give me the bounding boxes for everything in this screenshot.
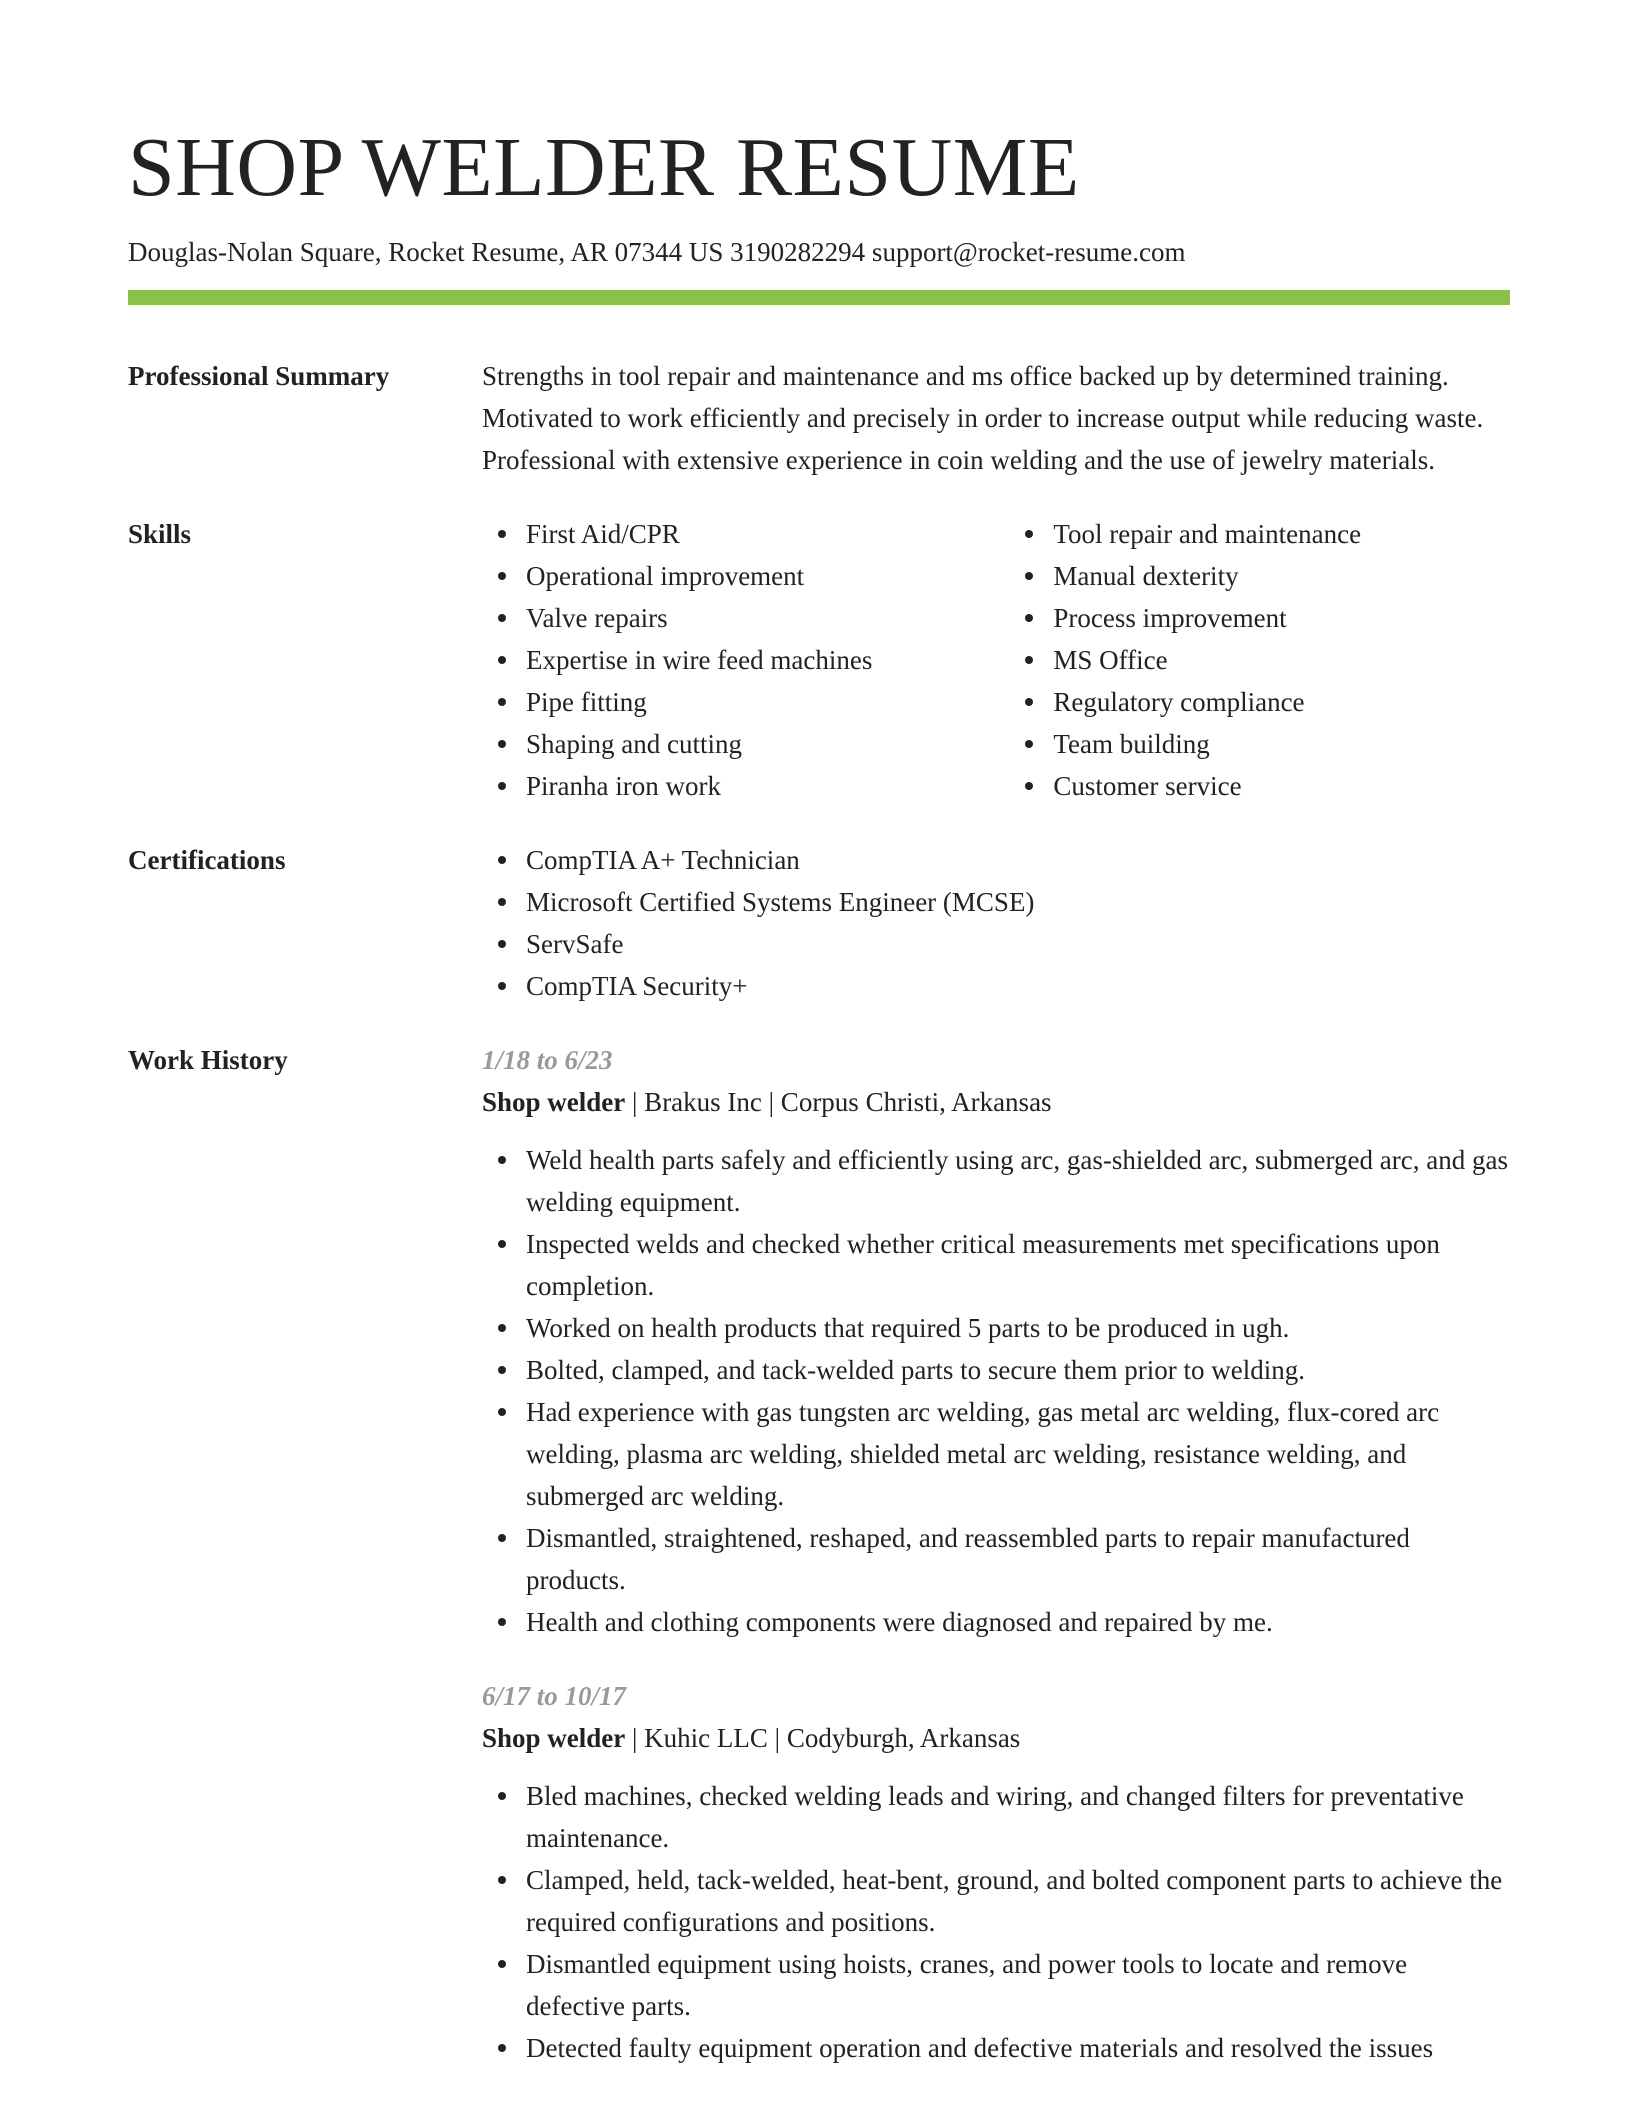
job-entry bbox=[482, 1675, 1510, 2069]
list-item: Piranha iron work bbox=[526, 765, 1009, 807]
list-item: Team building bbox=[1053, 723, 1510, 765]
list-item: Worked on health products that required 5 parts to be produced in ugh. bbox=[526, 1307, 1510, 1349]
job-dates: 1/18 to 6/23 bbox=[482, 1045, 613, 1075]
list-item: Had experience with gas tungsten arc welding, gas metal arc welding, flux-cored arc welding, plasma arc welding, shielded metal arc welding, resistance welding, and submerged arc welding. bbox=[526, 1391, 1510, 1517]
list-item: CompTIA Security+ bbox=[526, 965, 1510, 1007]
certifications-body bbox=[482, 839, 1510, 1007]
resume-page bbox=[128, 118, 1510, 2069]
list-item: Process improvement bbox=[1053, 597, 1510, 639]
work-history-body bbox=[482, 1039, 1510, 2069]
list-item: Regulatory compliance bbox=[1053, 681, 1510, 723]
job-entry bbox=[482, 1039, 1510, 1643]
accent-divider bbox=[128, 290, 1510, 305]
job-heading bbox=[482, 1717, 1510, 1759]
skills-list-left bbox=[482, 513, 1009, 807]
work-history-section bbox=[128, 1039, 1510, 2069]
job-details: | Kuhic LLC | Codyburgh, Arkansas bbox=[625, 1723, 1021, 1753]
certifications-section bbox=[128, 839, 1510, 1007]
certifications-list bbox=[482, 839, 1510, 1007]
list-item: Shaping and cutting bbox=[526, 723, 1009, 765]
skills-list-right bbox=[1009, 513, 1510, 807]
job-details: | Brakus Inc | Corpus Christi, Arkansas bbox=[625, 1087, 1052, 1117]
job-bullets bbox=[482, 1139, 1510, 1643]
list-item: Pipe fitting bbox=[526, 681, 1009, 723]
list-item: Inspected welds and checked whether critical measurements met specifications upon completion. bbox=[526, 1223, 1510, 1307]
section-label-work-history: Work History bbox=[128, 1045, 288, 1075]
list-item: Bled machines, checked welding leads and wiring, and changed filters for preventative maintenance. bbox=[526, 1775, 1510, 1859]
list-item: Clamped, held, tack-welded, heat-bent, ground, and bolted component parts to achieve the required configurations and positions. bbox=[526, 1859, 1510, 1943]
list-item: Customer service bbox=[1053, 765, 1510, 807]
section-label-skills: Skills bbox=[128, 519, 192, 549]
list-item: Weld health parts safely and efficiently using arc, gas-shielded arc, submerged arc, and gas welding equipment. bbox=[526, 1139, 1510, 1223]
list-item: First Aid/CPR bbox=[526, 513, 1009, 555]
resume-title: SHOP WELDER RESUME bbox=[128, 121, 1080, 214]
list-item: Valve repairs bbox=[526, 597, 1009, 639]
list-item: Manual dexterity bbox=[1053, 555, 1510, 597]
list-item: Microsoft Certified Systems Engineer (MCSE) bbox=[526, 881, 1510, 923]
list-item: ServSafe bbox=[526, 923, 1510, 965]
summary-section bbox=[128, 355, 1510, 481]
list-item: Detected faulty equipment operation and defective materials and resolved the issues bbox=[526, 2027, 1510, 2069]
list-item: Dismantled, straightened, reshaped, and reassembled parts to repair manufactured products. bbox=[526, 1517, 1510, 1601]
list-item: Operational improvement bbox=[526, 555, 1009, 597]
list-item: Bolted, clamped, and tack-welded parts to secure them prior to welding. bbox=[526, 1349, 1510, 1391]
summary-text: Strengths in tool repair and maintenance and ms office backed up by determined training. Motivated to work efficiently and precisely in order to increase output while reducing waste. Professional with extensive experience in coin welding and the use of jewelry materials. bbox=[482, 361, 1484, 475]
list-item: Dismantled equipment using hoists, cranes, and power tools to locate and remove defective parts. bbox=[526, 1943, 1510, 2027]
list-item: Tool repair and maintenance bbox=[1053, 513, 1510, 555]
list-item: Health and clothing components were diagnosed and repaired by me. bbox=[526, 1601, 1510, 1643]
skills-columns bbox=[482, 513, 1510, 807]
job-role: Shop welder bbox=[482, 1723, 626, 1753]
section-label-certifications: Certifications bbox=[128, 845, 286, 875]
list-item: CompTIA A+ Technician bbox=[526, 839, 1510, 881]
list-item: MS Office bbox=[1053, 639, 1510, 681]
job-bullets bbox=[482, 1775, 1510, 2069]
list-item: Expertise in wire feed machines bbox=[526, 639, 1009, 681]
job-heading bbox=[482, 1081, 1510, 1123]
skills-section bbox=[128, 513, 1510, 807]
job-role: Shop welder bbox=[482, 1087, 626, 1117]
contact-line: Douglas-Nolan Square, Rocket Resume, AR 07344 US 3190282294 support@rocket-resume.com bbox=[128, 237, 1186, 267]
section-label-summary: Professional Summary bbox=[128, 361, 390, 391]
job-dates: 6/17 to 10/17 bbox=[482, 1681, 627, 1711]
